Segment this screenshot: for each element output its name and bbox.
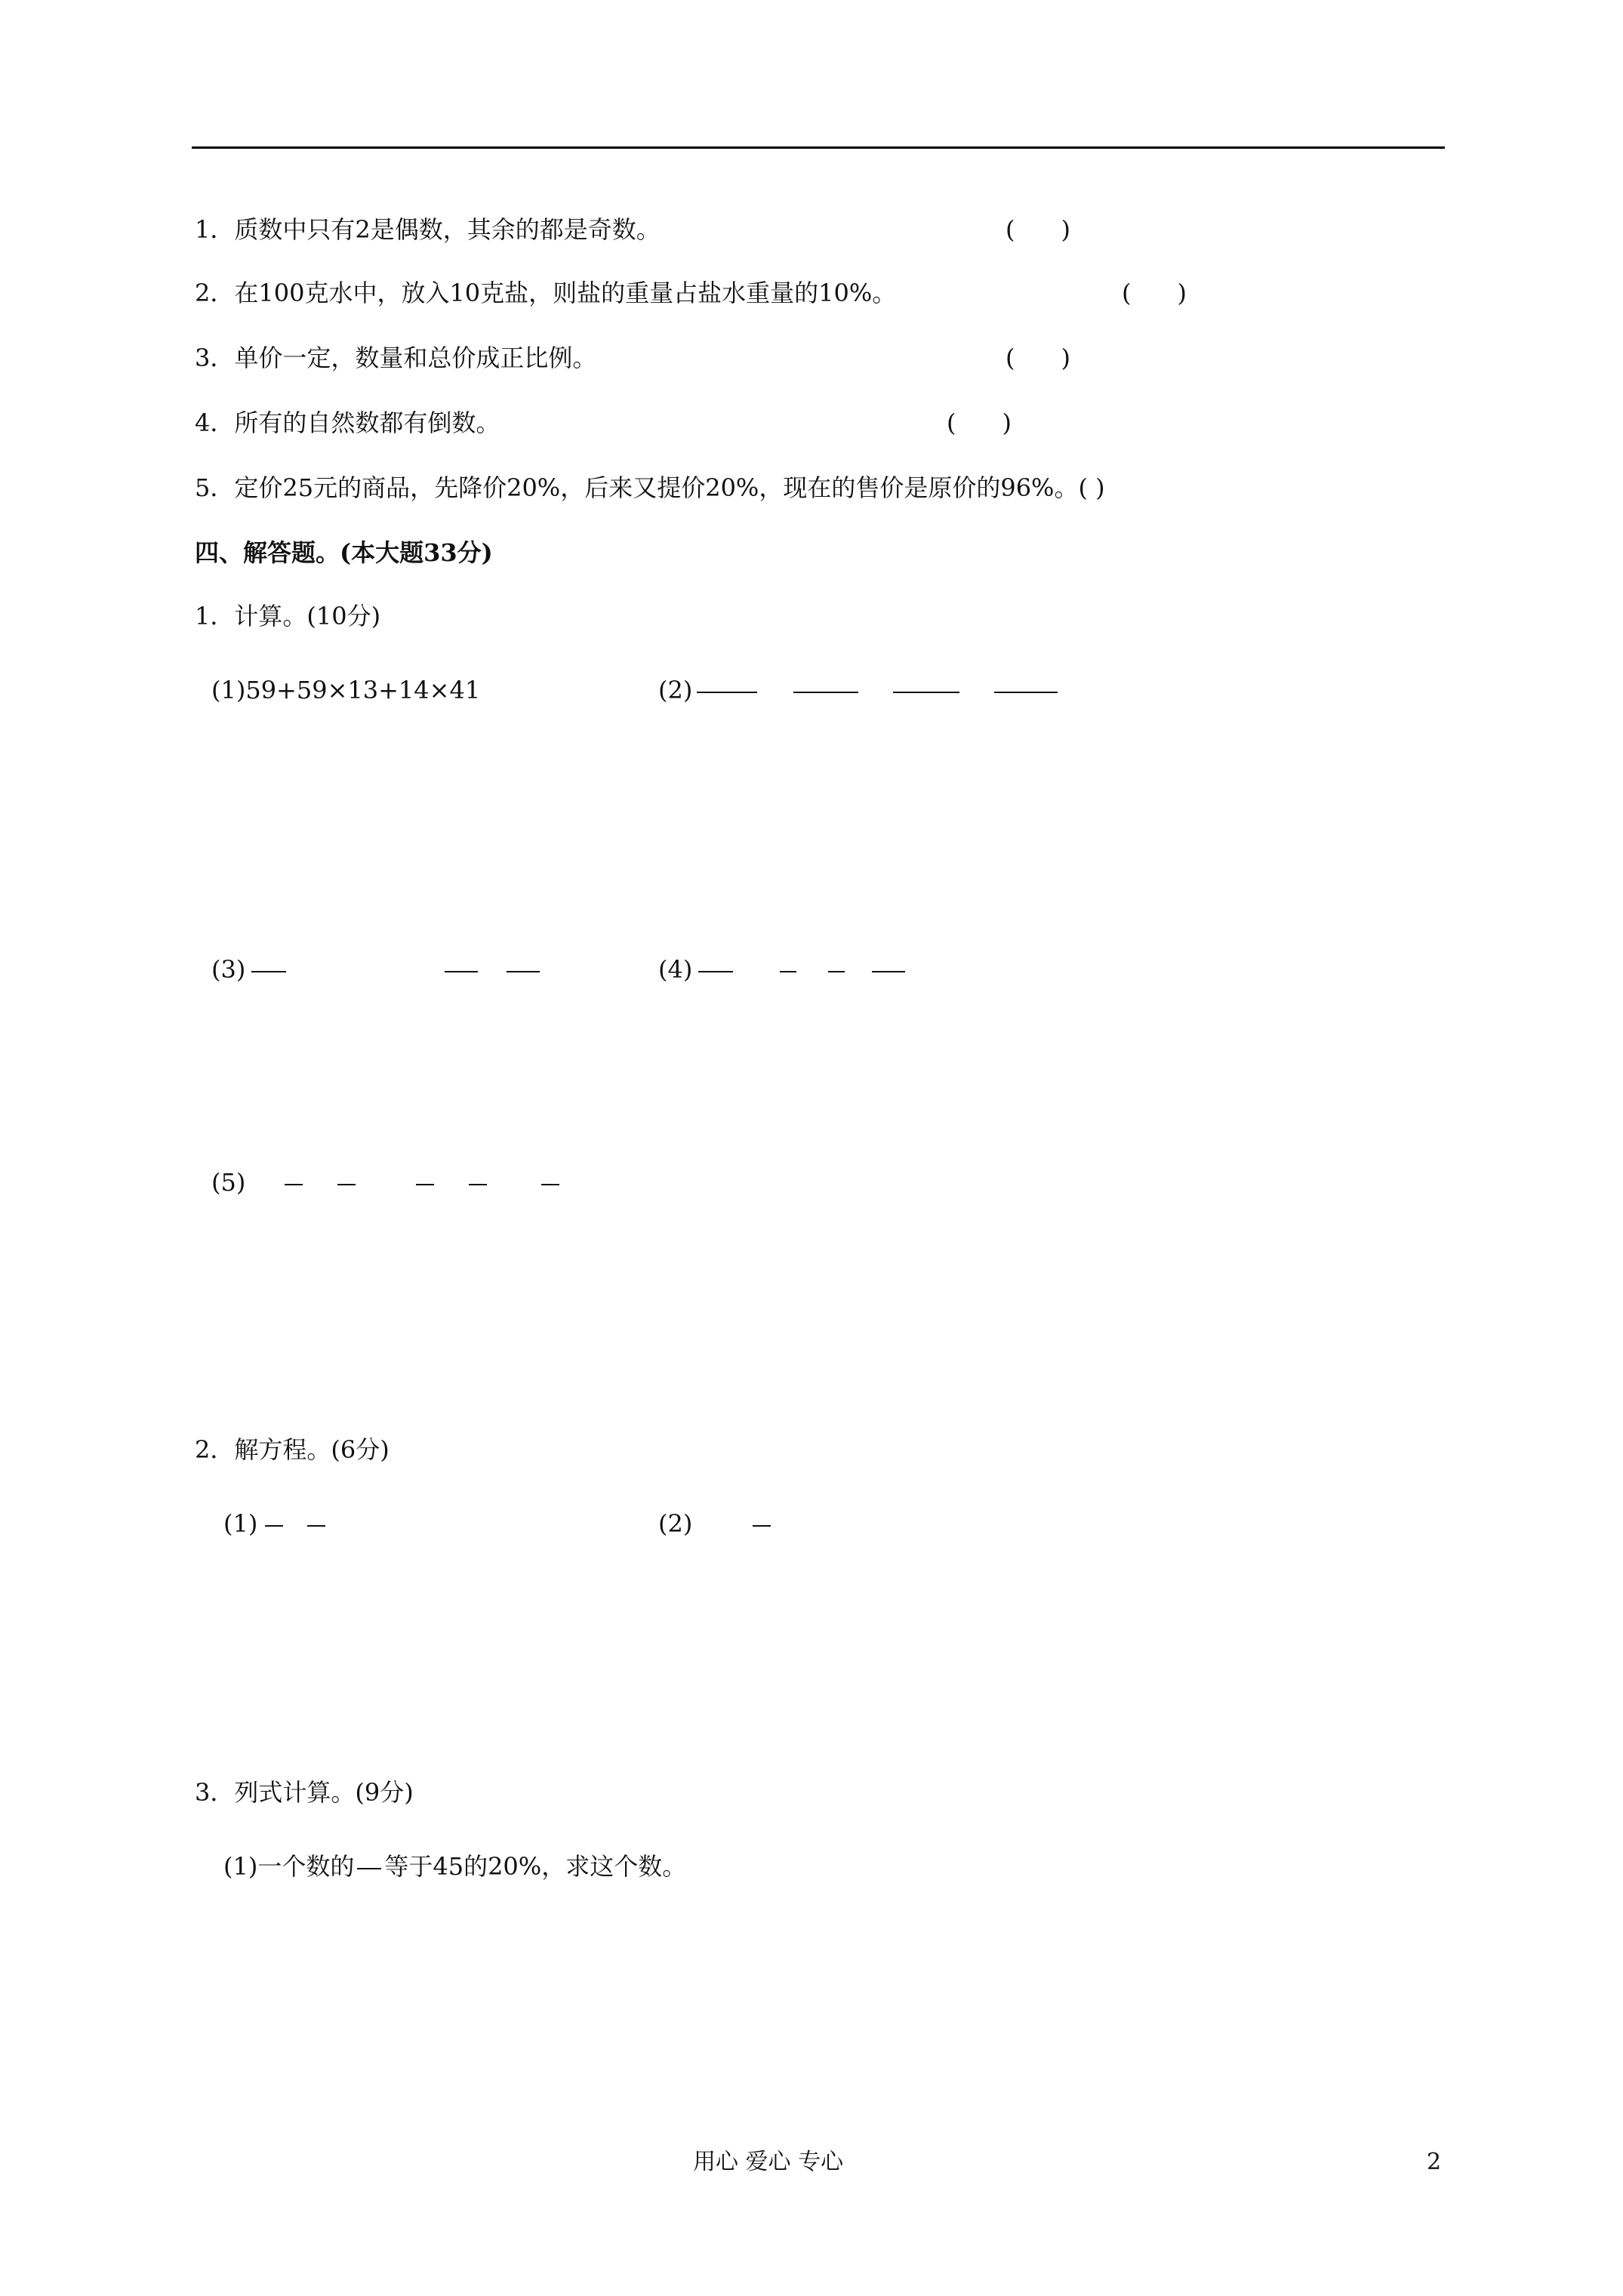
fraction-bar: [994, 692, 1058, 693]
word-problem-1-suffix: 等于45的20%，求这个数。: [384, 1852, 687, 1881]
fraction-bar: [469, 1184, 487, 1185]
fraction-bar: [285, 1184, 303, 1185]
judgement-4-answer-blank[interactable]: ( ): [947, 408, 1012, 437]
page-number: 2: [1427, 2149, 1442, 2175]
judgement-1: 1．质数中只有2是偶数，其余的都是奇数。: [195, 215, 661, 244]
fraction-bar: [828, 971, 845, 972]
word-problem-1: [223, 1850, 686, 1883]
equation-item-2: [658, 1507, 771, 1540]
judgement-3: 3．单价一定，数量和总价成正比例。: [195, 344, 597, 372]
calc-item-5-label: (5): [211, 1168, 246, 1197]
calc-item-4-label: (4): [658, 955, 693, 984]
section-title: 四、解答题。(本大题33分): [195, 538, 493, 567]
fraction-bar: [357, 1868, 381, 1869]
judgement-2-answer-blank[interactable]: ( ): [1122, 279, 1187, 307]
fraction-bar: [697, 692, 757, 693]
fraction-bar: [753, 1525, 771, 1527]
fraction-bar: [872, 971, 905, 972]
fraction-bar: [780, 971, 796, 972]
calc-item-2-label: (2): [658, 676, 693, 704]
calc-item-4: [658, 953, 905, 986]
fraction-bar: [793, 692, 858, 693]
q3-title: 3．列式计算。(9分): [195, 1778, 414, 1807]
fraction-bar: [507, 971, 540, 972]
fraction-bar: [251, 971, 286, 972]
judgement-5: 5．定价25元的商品，先降价20%，后来又提价20%，现在的售价是原价的96%。( ): [195, 473, 1105, 502]
equation-item-2-label: (2): [658, 1509, 693, 1538]
q1-title: 1．计算。(10分): [195, 602, 381, 630]
calc-item-2: [658, 673, 1058, 707]
fraction-bar: [698, 971, 733, 972]
header-rule: [192, 146, 1445, 149]
word-problem-1-prefix: (1)一个数的: [223, 1852, 355, 1881]
calc-item-1: (1)59+59×13+14×41: [211, 676, 481, 704]
fraction-bar: [416, 1184, 434, 1185]
calc-item-3: [211, 953, 540, 986]
fraction-bar: [541, 1184, 559, 1185]
calc-item-5: [211, 1166, 559, 1199]
fraction-bar: [337, 1184, 356, 1185]
judgement-3-answer-blank[interactable]: ( ): [1006, 344, 1070, 372]
q2-title: 2．解方程。(6分): [195, 1435, 390, 1464]
fraction-bar: [445, 971, 478, 972]
calc-item-3-label: (3): [211, 955, 246, 984]
judgement-4: 4．所有的自然数都有倒数。: [195, 408, 500, 437]
fraction-bar: [265, 1525, 283, 1527]
judgement-2: 2．在100克水中，放入10克盐，则盐的重量占盐水重量的10%。: [195, 279, 897, 307]
footer-motto: 用心 爱心 专心: [693, 2149, 844, 2175]
equation-item-1: [223, 1507, 325, 1540]
judgement-1-answer-blank[interactable]: ( ): [1006, 215, 1070, 244]
fraction-bar: [307, 1525, 325, 1527]
equation-item-1-label: (1): [223, 1509, 258, 1538]
fraction-bar: [893, 692, 959, 693]
